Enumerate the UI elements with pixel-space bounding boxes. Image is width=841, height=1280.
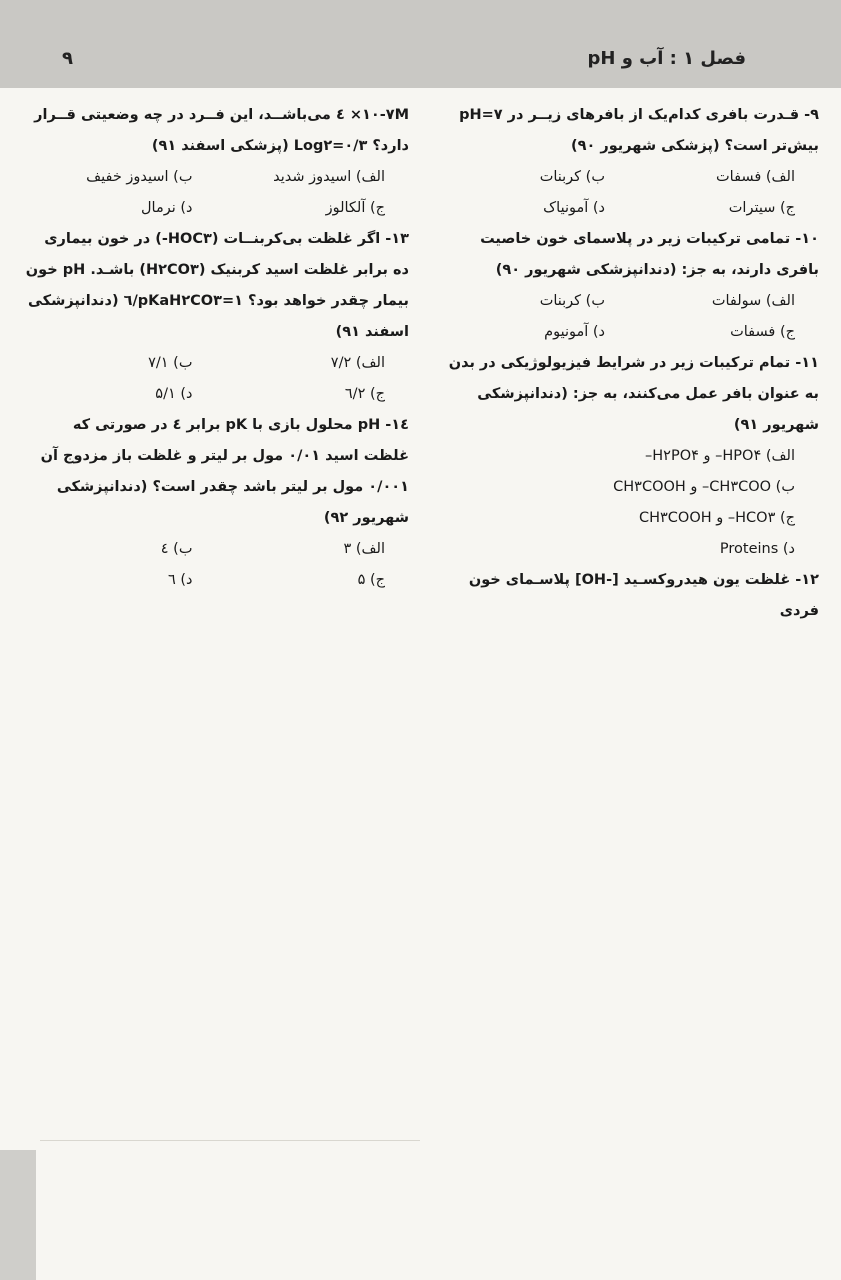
chapter-title: فصل ۱ : آب و pH	[587, 48, 746, 69]
option: د) نرمال	[141, 200, 193, 216]
right-column	[439, 100, 819, 627]
question-12-continued: ۱۰-۷M× ٤ می‌باشــد، این فــرد در چه وضعیتی قــرار دارد؟ Log۲=۰/۳ (پزشکی اسفند ۹۱)	[34, 107, 409, 154]
option: ج) HCO۳– و CH۳COOH	[638, 510, 795, 526]
page-number: ۹	[62, 48, 73, 69]
option: ج) فسفات	[730, 324, 795, 340]
option: الف) ۷/۲	[330, 355, 385, 371]
question-14: ۱٤- pH محلول بازی با pK برابر ٤ در صورتی که غلظت اسید ۰/۰۱ مول بر لیتر و غلظت باز مزدوج آن ۰/۰۰۱ مول بر لیتر باشد چقدر است؟ (دندانپزشکی شهریور ۹۲)	[40, 417, 409, 526]
question-10-options	[439, 286, 819, 348]
option: الف) HPO۴– و H۲PO۴–	[645, 448, 795, 464]
option: الف) اسیدوز شدید	[273, 169, 385, 185]
question-9-options	[439, 162, 819, 224]
option: ب) CH۳COO– و CH۳COOH	[613, 479, 795, 495]
option: ب) اسیدوز خفیف	[86, 169, 193, 185]
option: الف) فسفات	[716, 169, 795, 185]
option: الف) ۳	[343, 541, 385, 557]
question-12: ۱۲- غلظت یون هیدروکسـید [-OH] پلاسـمای خون فردی	[468, 572, 819, 619]
left-column	[24, 100, 409, 596]
option: ج) ٦/۲	[344, 386, 385, 402]
question-12-options	[24, 162, 409, 224]
question-11: ۱۱- تمام ترکیبات زیر در شرایط فیزیولوژیکی در بدن به عنوان بافر عمل می‌کنند، به جز: (دندانپزشکی شهریور ۹۱)	[448, 355, 819, 433]
option: د) ٦	[167, 572, 193, 588]
option: د) آمونیاک	[543, 200, 605, 216]
option: د) آمونیوم	[544, 324, 605, 340]
faded-footnotes	[40, 1140, 420, 1207]
option: د) Proteins	[719, 541, 795, 557]
option: ب) کربنات	[539, 169, 605, 185]
option: ج) ۵	[357, 572, 385, 588]
option: ب) کربنات	[539, 293, 605, 309]
option: د) ۵/۱	[155, 386, 193, 402]
question-14-options	[24, 534, 409, 596]
option: ب) ۷/۱	[148, 355, 193, 371]
option: الف) سولفات	[711, 293, 795, 309]
question-13-options	[24, 348, 409, 410]
question-9: ۹- قـدرت بافری کدام‌یک از بافرهای زیــر در pH=۷ بیش‌تر است؟ (پزشکی شهریور ۹۰)	[459, 107, 819, 154]
page-header	[0, 0, 841, 88]
question-13: ۱۳- اگر غلظت بی‌کربنــات (HOC۳-) در خون بیماری ده برابر غلظت اسید کربنیک (H۲CO۳) باشـد. pH خون بیمار چقدر خواهد بود؟ pKaH۲CO۳=۱/٦ (دندانپزشکی اسفند ۹۱)	[25, 231, 409, 340]
page-edge	[0, 1150, 36, 1280]
option: ج) آلکالوز	[325, 200, 385, 216]
option: ب) ٤	[160, 541, 193, 557]
question-10: ۱۰- تمامی ترکیبات زیر در پلاسمای خون خاصیت بافری دارند، به جز: (دندانپزشکی شهریور ۹۰)	[480, 231, 819, 278]
option: ج) سیترات	[728, 200, 795, 216]
bleed-through-texture	[40, 640, 800, 1120]
